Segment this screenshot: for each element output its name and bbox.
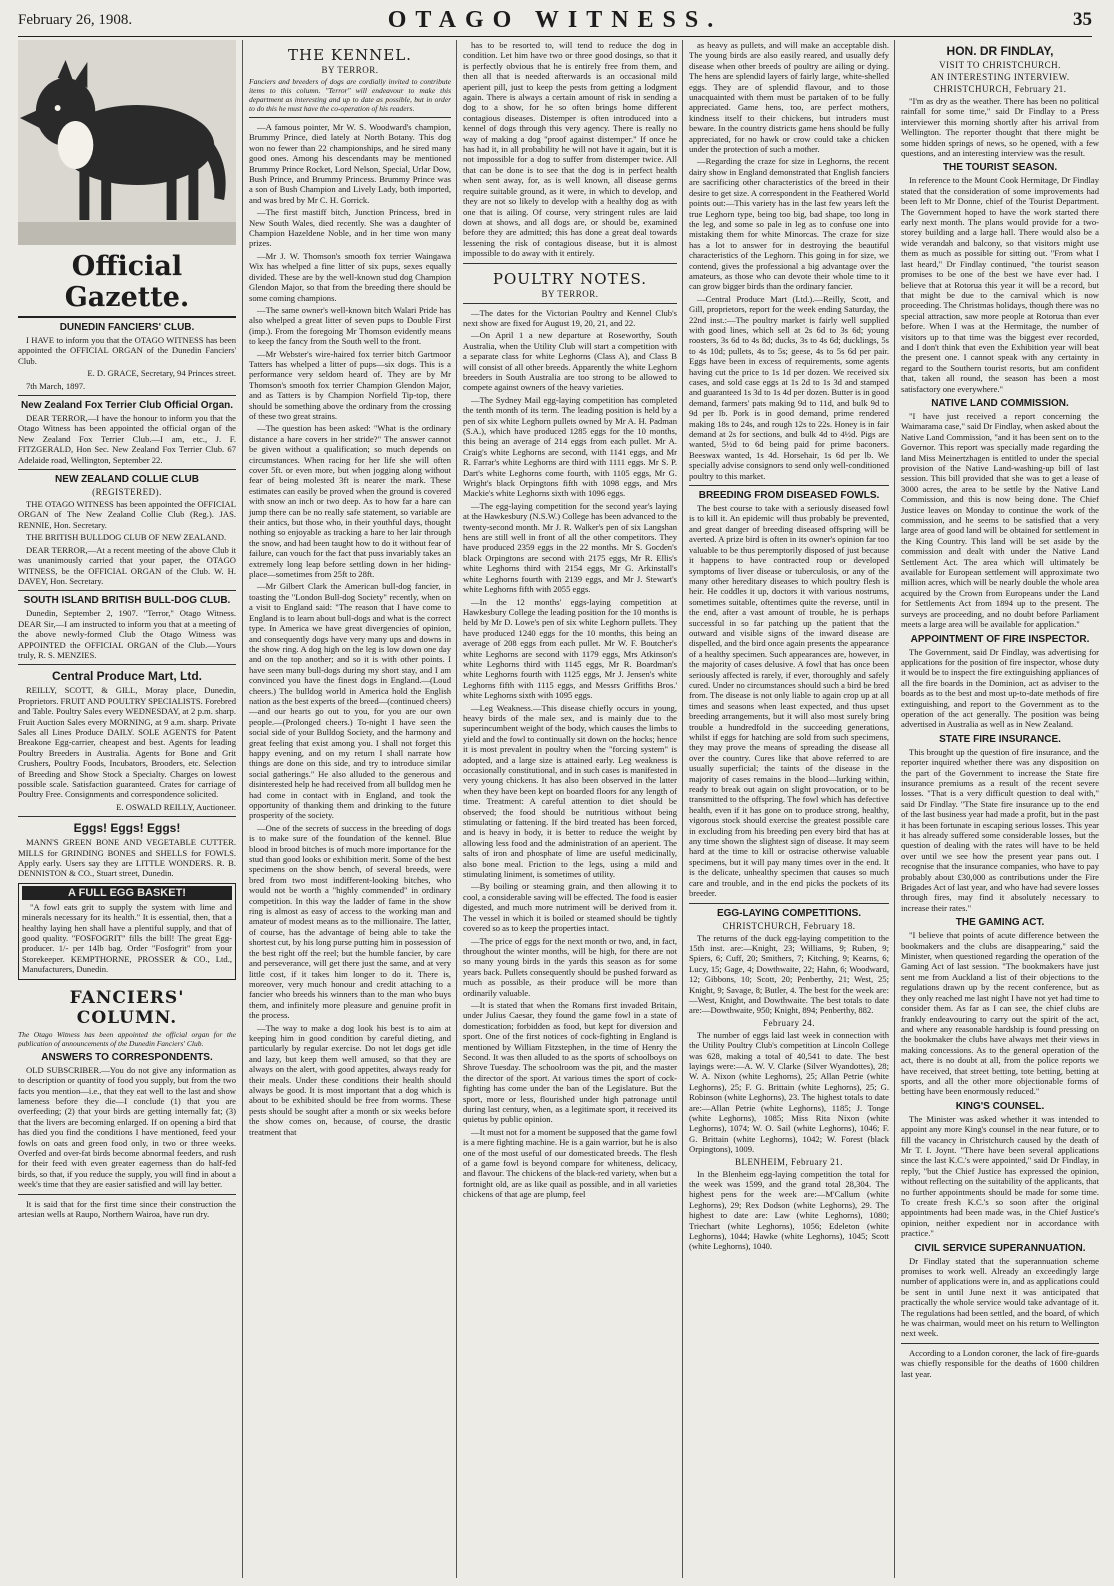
- poultry-paragraph: —The price of eggs for the next month or two, and, in fact, throughout the winter months, will be high, for there are not so many young birds in the yards this season as for some years back. Pullets consequently should be pushed forward as much as possible, as their produce will be more than ordinarily valuable.: [463, 935, 677, 998]
- egg-laying-lincoln: The number of eggs laid last week in connection with the Utility Poultry Club's competition at Lincoln College was 628, making a total of 40,541 to date. The best layings were:—A. W. V. Clarke (Silver Wyandottes), 28; W. A. Nixon (white Leghorns), 25; Allan Petrie (white Leghorns), 25; F. G. Brittain (white Leghorns), 25; G. Robinson (white Leghorns), 23. The highest totals to date are:—Allan Petrie (white Leghorns), 1185; J. Tonge (white Leghorns), 1085; Miss Rita Nixon (white Leghorns), 1074; W. O. Sail (white Leghorns), 1046; F. G. Brittain (white Leghorns), 1042; W. Forest (black Orpingtons), 1009.: [689, 1029, 889, 1155]
- egg-laying-dateline: BLENHEIM, February 21.: [735, 1156, 843, 1167]
- breeding-diseased-heading: BREEDING FROM DISEASED FOWLS.: [698, 490, 880, 502]
- collie-club-heading: NEW ZEALAND COLLIE CLUB: [55, 474, 199, 486]
- egg-laying-christchurch: The returns of the duck egg-laying competition to the 15th inst. are:—Knight, 23; Williams, 9; Ruben, 9; Spiers, 6; Cuff, 20; Smithers, 7; Kitching, 9; Kearns, 6; Lucy, 15; Gage, 4; Dowthwaite, 22; Hahn, 6; Woodward, 12; Gibbons, 10; Scott, 20; Penberthy, 21; West, 25; Knight, 9; Savage, 8; Butler, 4. The best for the week are:—West, Knight, and Dowthwaite. The best totals to date are:—Dowthwaite, 950; Knight, 894; Penberthy, 882.: [689, 932, 889, 1016]
- fire-inspector-heading: APPOINTMENT OF FIRE INSPECTOR.: [910, 633, 1090, 645]
- official-gazette-heading: Official Gazette.: [18, 251, 236, 318]
- kennel-heading: THE KENNEL.: [288, 46, 412, 64]
- fire-insurance-heading: STATE FIRE INSURANCE.: [939, 733, 1061, 745]
- produce-mart-advert: REILLY, SCOTT, & GILL, Moray place, Dunedin, Proprietors. FRUIT AND POULTRY SPECIALISTS. Forebred and Table. Poultry Sales every WEDNESDAY, at 2 p.m. sharp. Fruit Auction Sales every MORNING, at 9 a.m. sharp. Private Sales all Lines Produce DAILY. SOLE AGENTS for Patent Breakone Egg-carrier, cheapest and best. Agents for leading Poultry Breeders in Australia. Agents for Bone and Grit Crushers, Poultry Foods, Incubators, Brooders, etc. Selection of Breeding and Show Stock a Specialty. Charges on lowest possible scale. Satisfaction guaranteed. Crates for carriage of Poultry Free. Consignments and correspondence solicited.: [18, 685, 236, 800]
- fanciers-column-heading: FANCIERS' COLUMN.: [69, 987, 185, 1028]
- bulldog-club-notice-detail: DEAR TERROR,—At a recent meeting of the above Club it was unanimously carried that your paper, the OTAGO WITNESS, be the OFFICIAL ORGAN of the Club. W. H. DAVEY, Hon. Secretary.: [18, 544, 236, 586]
- kennel-paragraph: —Mr Gilbert Clark the American bull-dog fancier, in toasting the "London Bull-dog Society" recently, when on a visit to England said: "The reason that I have come to England is to learn about bull-dogs and what is the correct type. In America we have great divergencies of opinion, and consequently dogs have very many ups and downs in the show ring. A dog high on the leg is low down one day and on the top another; and so it is with other points. I have seen many bull-dogs during my short stay, and I am convinced you have the finest dogs in England.—(Loud cheers.) The bulldog world in America hold the English nation as the best experts of the breed—(continued cheers)—and our hearts go out to you, for you are our own people.—(Prolonged cheers.) To-night I have seen the social side of your Bulldog Society, and the harmony and great feeling that exist among you. I shall not forget this happy evening, and on my return I shall narrate how things are done on this side, and try to introduce similar social gatherings." He also alluded to the generous and disinterested help he had received from all bulldog men he had come in contact with in England, and took the opportunity of thanking them and drinking to the future prosperity of the society.: [249, 581, 451, 821]
- south-island-bulldog-heading: SOUTH ISLAND BRITISH BULL-DOG CLUB.: [23, 595, 231, 607]
- poultry-paragraph: —On April 1 a new departure at Roseworthy, South Australia, when the Utility Club will start a competition with a separate class for white Leghorns (Class A), and Class B will consist of all other breeds. Apparently the white Leghorn breeders in South Australia are too strong to be allowed to compete against owners of the heavy varieties.: [463, 330, 677, 393]
- kennel-paragraph: —A famous pointer, Mr W. S. Woodward's champion, Brummy Prince, died lately at North Botany. This dog won no fewer than 22 championships, and he sired many good ones. Among his descendants may be mentioned Brummy Prince Rocket, Lord Nelson, Special, Urlar Dow, Bush Prince, and Brummy Princess. Brummy Prince was a son of Bush Champion and Lively Lady, both imported, and was bred by Mr C. H. Gorrick.: [249, 122, 451, 205]
- kennel-paragraph: —The same owner's well-known bitch Walari Pride has also whelped a great litter of seven pups to Double First (imp.). From the foregoing Mr Thomson evidently means to keep the fancy from the South well to the front.: [249, 304, 451, 347]
- findlay-subheading: AN INTERESTING INTERVIEW.: [930, 72, 1070, 82]
- dunedin-fanciers-signature: E. D. GRACE, Secretary, 94 Princes street.: [87, 368, 236, 379]
- poultry-paragraph: —In the 12 months' eggs-laying competition at Hawkesbury College the leading position for the 10 months is held by Mr D. Lowe's pen of six white Leghorn pullets. They have produced 1240 eggs for the 10 months, this being an average of 208 eggs from each pullet. Mr W. F. Boutcher's white Leghorns are second with 1179 eggs, Mrs Atkinson's white Leghorns third with 1145 eggs, Mr R. Boardman's white Leghorns fourth with 1125 eggs, Mr J. Jensen's white Leghorns fifth with 1115 eggs, and Messrs Griffiths Bros.' white Leghorns sixth with 1095 eggs.: [463, 596, 677, 701]
- poultry-paragraph: —The Sydney Mail egg-laying competition has completed the tenth month of its term. The leading position is held by a pen of six white Leghorn pullets owned by Mr A. H. Padman (S.A.), which have produced 1285 eggs for the 10 months, this being an average of 214 eggs from each pullet. Mr A. Craig's white Leghorns are second, with 1141 eggs, and Mr R. Farrar's white Leghorns are third with 1111 eggs. Mr S. P. Dart's white Leghorns come fourth, with 1105 eggs, Mr G. Wright's black Orpingtons fifth with 1098 eggs, and Mrs Mackie's white Leghorns sixth with 1096 eggs.: [463, 394, 677, 499]
- column-4: [682, 40, 895, 1578]
- gaming-act-body: "I believe that points of acute difference between the bookmakers and the clubs are disappearing," said the Minister, when questioned regarding the operation of the Gaming Act of last session. "The bookmakers have just sent me from Auckland a list of their objections to the regulations drawn up by the recent conference, but as they only reached me last night I have not yet had time to consider them. As far as I can see, the chief clubs are frankly endeavouring to carry out the spirit of the act, and where any reasonable hardship is found pressing on the bookmaker the clubs have always met their views in making concessions. As to the general operation of the act, there is no doubt at all, from the police reports we have received, that street betting, tote betting, betting at sports, and all the other more objectionable forms of betting have been enormously reduced.": [901, 930, 1099, 1097]
- tourist-season-body: In reference to the Mount Cook Hermitage, Dr Findlay stated that the consideration of some improvements had been left to Mr Donne, chief of the Tourist Department. The Government hoped to have the work started there early next month. The plans would provide for a two-storey building and a large hall. There would also be a wide verandah and balcony, so that visitors might use them as much as possible for sitting out. "From what I last heard," Dr Findlay continued, "the tourist season promises to be one of the best we have ever had. I believe that at Rotorua this year it will be a record, but that might be due to the carnival which is now proceeding. The Christmas holidays, though there was no special attraction, saw more people at Rotorua than ever before. When I was at the Hermitage, the number of visitors up to that time was the biggest ever recorded, and I don't think that even the Exhibition year will beat the present one. I cannot speak with any certainty in regard to the Southern tourist resorts, but am confident that, taken all round, the season has been a most satisfactory one everywhere.": [901, 175, 1099, 394]
- kennel-paragraph: —The question has been asked: "What is the ordinary distance a hare covers in her stride?" The answer cannot be given without a qualification; so much depends on circumstances. When racing for her life she will often cover 5ft. or even more, but when jogging along without fear of being molested 3ft is nearer the mark. These estimates can easily be proved when the ground is covered with snow an inch or two deep. As to how far a hare can jump there can be no really safe statement, so variable are their antics, but those who, in their youthful days, thought nothing so enjoyable as tracking a hare to her lair through the snow, and had been taught how to do it without fear of failure, can vouch for the fact that puss invariably takes an extremely long leap before settling down in her hiding-place—sometimes from 25ft to 28ft.: [249, 423, 451, 580]
- civil-service-body: Dr Findlay stated that the superannuation scheme promises to work well. Already an exceedingly large number of applications were in, and as applications could be sent in until June next it was anticipated that practically the whole service would take advantage of it. The regulations had been settled, and the board, of which he was chairman, would meet on his return to Wellington next week.: [901, 1255, 1099, 1339]
- findlay-heading: HON. DR FINDLAY,: [946, 44, 1054, 58]
- kings-counsel-body: The Minister was asked whether it was intended to appoint any more King's counsel in the near future, or to fill the vacancy in Christchurch caused by the death of Mr T. I. Joynt. "There have been several applications since the last K.C.'s were appointed," said Dr Findlay, in reply, "but the Chief Justice has expressed the opinion, without reflecting on the suitability of the applicants, that no further appointments should be made for some time. To create fresh K.C.'s so soon after the original appointments had been made was, in the Chief Justice's opinion, neither expedient nor in accordance with practice.": [901, 1113, 1099, 1239]
- poultry-continued: as heavy as pullets, and will make an acceptable dish. The young birds are also easily reared, and usually defy disease when other breeds of poultry are ailing or dying. The hens are splendid layers of fairly large, white-shelled eggs. They are of splendid flavour, and to those unacquainted with them must be partaken of to be fully appreciated. Game hens, too, are perfect mothers, kindness itself to their chickens, but intruders must beware. In the country districts game hens should be fully appreciated, for no hawk or crow could take a chicken under the protection of such a mother.: [689, 40, 889, 155]
- eggs-advert-heading: Eggs! Eggs! Eggs!: [73, 821, 181, 836]
- fire-guards-item: According to a London coroner, the lack of fire-guards was chiefly responsible for the deaths of 1600 children last year.: [901, 1347, 1099, 1379]
- gaming-act-heading: THE GAMING ACT.: [955, 917, 1045, 929]
- bulldog-club-notice: THE BRITISH BULLDOG CLUB OF NEW ZEALAND.: [26, 532, 227, 543]
- egg-basket-heading: A FULL EGG BASKET!: [22, 886, 232, 900]
- egg-basket-advert: [18, 883, 236, 980]
- kennel-paragraph: —Mr J. W. Thomson's smooth fox terrier Waingawa Wix has whelped a fine litter of six pups, sexes equally divided. These are by the well-known stud dog Champion Glendon Major, so that from the breeding there should be some coming champions.: [249, 250, 451, 303]
- dunedin-fanciers-date: 7th March, 1897.: [26, 380, 86, 391]
- column-5: [894, 40, 1099, 1578]
- native-land-heading: NATIVE LAND COMMISSION.: [931, 397, 1069, 409]
- egg-laying-dateline: February 24.: [763, 1017, 815, 1028]
- kings-counsel-heading: KING'S COUNSEL.: [955, 1100, 1045, 1112]
- fox-terrier-heading: New Zealand Fox Terrier Club Official Organ.: [20, 400, 234, 412]
- civil-service-heading: CIVIL SERVICE SUPERANNUATION.: [914, 1242, 1086, 1254]
- answers-heading: ANSWERS TO CORRESPONDENTS.: [41, 1051, 213, 1063]
- poultry-paragraph: —The egg-laying competition for the second year's laying at the Hawkesbury (N.S.W.) College has been advanced to the twenty-second month. Mr J. R. Walker's pen of six Langshan hens are still well in front of all the other competitors. They have produced 2359 eggs in the 22 months. Mr S. Gocden's black Orpingtons are second with 2175 eggs, Mr R. Ellis's white Leghorns third with 2154 eggs, Mr G. Arkinstall's white Leghorns fourth with 2139 eggs, and Mr J. Stewart's white Leghorns fifth with 2055 eggs.: [463, 500, 677, 595]
- kennel-continued: has to be resorted to, will tend to reduce the dog in condition. Let him have two or three good dosings, so that it is perfectly obvious that he is entirely free from them, and then all that is needed afterwards is an occasional mild aperient pill, just to keep the pests from getting a lodgment again. There is always a certain amount of risk in sending a dog to a show, for he so often brings home different contagious diseases. Distemper is often introduced into a kennel of dogs through this very agency. There is really no way of making a dog "proof against distemper." If once he has had it, in all probability he will not have it again, but it is not impossible for a dog to suffer from distemper twice. All that can be done is to see that the dog is in perfect health when sent away, for, as is well known, all disease germs require suitable ground, as it were, in which to develop, and they are not so likely to develop with a healthy dog as with one that is ailing. Of course, very stringent rules are laid down at shows, and all dogs are, or should be, examined before they are admitted; this has done a great deal towards lessening the risk of contagious disease, but it is almost impossible to do away with it entirely.: [463, 40, 677, 259]
- fanciers-column-note: The Otago Witness has been appointed the official organ for the publication of announcements of the Dunedin Fanciers' Club.: [18, 1029, 236, 1048]
- kennel-paragraph: —One of the secrets of success in the breeding of dogs is to make sure of the foundation of the kennel. Blue blood in brood bitches is of much more importance for the stud than good looks or exhibition merit. Some of the best specimens on the show bench, of several breeds, were bred from two most indifferent-looking bitches, who would not be worth a "highly commended" in ordinary competition. In this way the ladder of fame in the show ring is almost as easy of access to the working man and amateur of modest means as to the millionaire. The latter, of course, has the advantage of being able to take the shortest cut, by his long purse putting him in possession of the best right off the reel; but the humble fancier, by care and perseverance, will get there just the same, and at very little cost, if it takes him longer to do it. There is, moreover, very much honour and credit attaching to a fancier who breeds his winners than to the man who buys them, and infinitely more pleasure and genuine profit in the process.: [249, 822, 451, 1021]
- column-2: [242, 40, 457, 1578]
- south-island-bulldog-notice: Dunedin, September 2, 1907. "Terror," Otago Witness. DEAR Sir,—I am instructed to inform you that at a meeting of the above newly-formed Club the Otago Witness was APPOINTED the OFFICIAL ORGAN of the Club.—Yours truly, R. S. MENZIES.: [18, 608, 236, 660]
- egg-basket-body: "A fowl eats grit to supply the system with lime and minerals necessary for its health." It is essential, then, that a healthy laying hen shall have a plentiful supply, and that of good quality. "FOSFOGRIT" fills the bill! The great Egg-producer. 1/- per 14lb bag. Order "Fosfogrit" from your Storekeeper. KEMPTHORNE, PROSSER & CO., Ltd., Manufacturers, Dunedin.: [22, 901, 232, 975]
- poultry-paragraph: —It must not for a moment be supposed that the game fowl is a mere fighting machine. He is a gain warrior, but he is also one of the most useful of our domesticated breeds. The flesh of a game fowl is beyond compare for whiteness, delicacy, and flavour. The chickens of the black-red variety, when but a fortnight old, are as like quail as possible, and in all varieties chickens of that age are plump, feel: [463, 1126, 677, 1200]
- page-number: 35: [1073, 9, 1092, 30]
- tourist-season-heading: THE TOURIST SEASON.: [942, 162, 1058, 174]
- poultry-notes-byline: BY TERROR.: [541, 288, 599, 299]
- native-land-body: "I have just received a report concerning the Waimarama case," said Dr Findlay, when asked about the Native Land Commission, "and it has been sent on to the Governor. This report was specially made regarding the land Miss Meinertzhagen is entitled to under the special provision of the Native Land-washing-up bill of last session. This bill provided that she was to get a lease of 3000 acres, the area to be settle by the Native Land Commission, and this is now being done. The Chief Justice leaves on Monday to continue the work of the commission, and he seems to be satisfied that a very large area of good land will be obtained for settlement in the King Country. This land will be set aside by the commission and dealt with under the Native Land Settlement Act. The area which will ultimately be available for European settlement will approximate two million acres, which will be nearly double the whole area acquired by the Crown from Europeans under the Land for Settlements Act from 1894 up to the present. The surveys are proceeding, and no doubt before Parliament meets a large area will be available for application.": [901, 410, 1099, 630]
- answers-body: OLD SUBSCRIBER.—You do not give any information as to description or quantity of food you supply, but from the two facts you mention—i.e., that they eat well to the last and show lameness before they die—I conclude (1) that you are overfeeding; (2) that your birds are getting internally fat; (3) that the livers are becoming enlarged. If on opening a bird that has died you find the conditions I have mentioned, feed your fowls on oats and green food only, in two or three weeks. Overfed and over-fat birds become abnormal feeders, and rush for their feed with even greater eagerness than do half-fed birds, so that, if you reduce the supply, you will find in about a week's time that they are easier satisfied and will lay better.: [18, 1064, 236, 1190]
- poultry-paragraph: —Leg Weakness.—This disease chiefly occurs in young, heavy birds of the male sex, and is mainly due to the superincumbent weight of the body, which causes the limbs to yield and the fowl to continually sit down on the hocks; hence it is most prevalent in poultry when the "forcing system" is adopted, and a large size is attained early. Leg weakness is occasionally constitutional, and in such cases is manifested in very young chickens. It has also been observed in the latter when they have been kept on boarded floors for any length of time. Treatment: A careful attention to diet should be observed; the food should be nutritious without being stimulating or fattening. If the bird treated has been forced, and is heavy in body, it is better to reduce the weight by allowing less food and the administration of an aperient. The salts of iron and phosphate of lime are useful medicinally, also bone meal. Friction to the legs, using a mild and stimulating liniment, is sometimes of utility.: [463, 702, 677, 880]
- newspaper-title: OTAGO WITNESS.: [387, 7, 723, 33]
- fox-terrier-notice: DEAR TERROR,—I have the honour to inform you that the Otago Witness has been appointed the official organ of the New Zealand Fox Terrier Club.—I am, etc., J. F. FITZGERALD, Hon Sec. New Zealand Fox Terrier Club. 67 Adelaide road, Wellington, September 22.: [18, 413, 236, 465]
- kennel-note: Fanciers and breeders of dogs are cordially invited to contribute items to this column. "Terror" will endeavour to make this department as interesting and up to date as possible, but in order to do this he must have the co-operation of his readers.: [249, 77, 451, 113]
- poultry-paragraph: —Central Produce Mart (Ltd.).—Reilly, Scott, and Gill, proprietors, report for the week ending Saturday, the 22nd inst.:—The poultry market is fairly well supplied with good lines, which sell at 2s 6d to 3s 6d; young roosters, 3s 6d to 4s 8d; ducks, 3s to 4s 6d; ducklings, 5s to 4s 10d; pullets, 4s to 5s; geese, 4s to 5s 6d per pair. Eggs have been in excess of requirements, some agents having cut the price to 1s 1d per dozen. We received six cases, and sold case eggs at 1s 2d to 1s 3d and stamped and guaranteed 1s 3d to 1s 4d per dozen. Butter is in good demand, farmers' pats making 9d to 11d, and bulk 9d to 9d per lb. Pork is in good demand, prime rendered making 18s to 24s, and rough 12s to 22s. Honey is in fair demand at 2s for sections, and bulk 4d to 4½d. Pigs are wanted, 5½d to 6d being paid for prime baconers. Beeswax wanted, 1s 4d. Horsehair, 1s 6d per lb. We specially advise consignors to send only well-conditioned poultry to this market.: [689, 293, 889, 481]
- kennel-paragraph: —The first mastiff bitch, Junction Princess, bred in New South Wales, died recently. She was a daughter of Champion Hazeldene Noble, and in her time won many prizes.: [249, 207, 451, 249]
- fire-inspector-body: The Government, said Dr Findlay, was advertising for applications for the position of fire inspector, whose duty it would be to inspect the fire extinguishing appliances of all the fire boards in the Dominion, act as adviser to the boards as to the best and most up-to-date methods of fire extinguishing, and report to the Government as to the operation of the act generally. The position was being advertised in Australia as well as in New Zealand.: [901, 646, 1099, 730]
- poultry-notes-heading: POULTRY NOTES.: [492, 269, 648, 288]
- egg-laying-dateline: CHRISTCHURCH, February 18.: [722, 920, 856, 931]
- dunedin-fanciers-notice: I HAVE to inform you that the OTAGO WITNESS has been appointed the OFFICIAL ORGAN of the Dunedin Fanciers' Club.: [18, 335, 236, 366]
- collie-dog-illustration: [18, 40, 236, 245]
- produce-mart-signature: E. OSWALD REILLY, Auctioneer.: [116, 801, 236, 812]
- breeding-diseased-body: The best course to take with a seriously diseased fowl is to kill it. An epidemic will thus probably be prevented, and great danger of breeding diseased offspring will be averted. A prize bird is often in its owner's opinion far too valuable to be thus peremptorily disposed of just because it happens to have contracted roup or developed symptoms of liver disease or tuberculosis, or any of the many other hereditary diseases to which poultry flesh is heir. He coddles it up, doctors it with various nostrums, sometimes suitable, oftentimes quite the reverse, until in the end, after a vast amount of trouble, he is perhaps successful in so far patching up the patient that the outward and visible signs of the inward disease are dispelled, and the bird once again presents the appearance of a healthy specimen. Such appearances are, however, in the majority of cases delusive. A fowl that has once been seriously affected is rarely, if ever, thoroughly and safely cured. Under no circumstances should such a bird be bred from. The disease is not only liable to again crop up at all times and seasons when least expected, and thus upset breeding arrangements, but it will also most surely bring trouble a hundredfold in the succeeding generations, whilst if eggs for hatching are sold from such specimens, they may prove the means of spreading the disease all over the country. Cures like that above referred to are usually superficial; the taints of the disease in the majority of cases remains in the blood—lurking within, ready to break out again on slight provocation, or to be transmitted to the offspring. The fowl which has defective health, even if it has gone on to produce strong, healthy, vigorous stock should exercise the greatest possible care in excluding from his breeding pen every bird that has at any time shown the slightest sign of disease. It may seem hard at the time to kill or ostracise otherwise valuable specimens, but it will pay many times over in the end. It is the delicate, unhealthy specimen that causes so much care and trouble, and in the end picks the pockets of its breeder.: [689, 503, 889, 899]
- produce-mart-heading: Central Produce Mart, Ltd.: [51, 669, 203, 684]
- kennel-byline: BY TERROR.: [321, 65, 379, 75]
- egg-laying-blenheim: In the Blenheim egg-laying competition the total for the week was 1599, and the grand total 28,304. The highest pens for the week are:—M'Callum (white Leghorns), 29; Rex Dodson (white Leghorns), 29. The highest to date are: Law (white Leghorns), 1080; Triechart (white Leghorns), 1056; Edeleton (white Leghorns), 1044; Hawke (white Leghorns), 1045; Scott (white Leghorns), 1040.: [689, 1168, 889, 1252]
- poultry-paragraph: —Regarding the craze for size in Leghorns, the recent dairy show in England demonstrated that English fanciers are sacrificing other characteristics of the breed in their desire to get size. A correspondent in the Feathered World points out:—This variety has in the last few years left the true Leghorn type, being too big, bad shape, too long in the leg, and some so pale in leg as to confuse one into mistaking them for white Minorcas. The craze for size has a lot to answer for in destroying the beautiful characteristics of the Leghorn. This going in for size, we contend, gives the professional a big advantage over the amateurs, as those who can devote their whole time to it can grow bigger birds than the ordinary fancier.: [689, 156, 889, 292]
- artesian-wells-item: It is said that for the first time since their construction the artesian wells at Raupo, Northern Wairoa, have run dry.: [18, 1198, 236, 1219]
- fire-insurance-body: This brought up the question of fire insurance, and the reporter inquired whether there was any disposition on the part of the Government to increase the State fire insurance premiums as a result of the recent severe losses. "That is a very difficult question to deal with," said Dr Findlay. "The State fire insurance up to the end of the last business year had made a profit, but in the past it has been fortunate in escaping serious losses. This year it has already suffered some considerable losses, but the question of dealing with the rates will have to be held over until we see how the present year pans out. I recognise that the insurance companies, who have to pay probably about £30,000 as contributions under the Fire Brigades Act of last year, and who have had severe losses through fires, may find it absolutely necessary to increase their rates.": [901, 746, 1099, 913]
- findlay-subheading: VISIT TO CHRISTCHURCH.: [939, 60, 1061, 70]
- collie-club-subheading: (REGISTERED).: [92, 487, 162, 498]
- findlay-dateline: CHRISTCHURCH, February 21.: [933, 84, 1067, 94]
- kennel-paragraph: —The way to make a dog look his best is to aim at keeping him in good condition by careful dieting, and particularly by regular exercise. Do not let dogs get idle and lazy, but keep them well amused, so that they are always on the alert, with good appetites, always ready for their meals. Under these conditions their health should always be good. It is most important that a dog which is about to be exhibited should be free from worms. These pests should be sought after a month or six weeks before the show comes on, because, of course, the drastic treatment that: [249, 1022, 451, 1137]
- column-1: [18, 40, 242, 1578]
- dunedin-fanciers-heading: DUNEDIN FANCIERS' CLUB.: [59, 322, 195, 333]
- kennel-paragraph: —Mr Webster's wire-haired fox terrier bitch Gartmoor Tatters has whelped a litter of pups—six dogs. This is a performance very seldom heard of. They are by Mr Thomson's smooth fox terrier Champion Glendon Major, and as Tatters is by Champion Norfield Tip-top, there should be something above the ordinary from the crossing of these two great strains.: [249, 348, 451, 421]
- poultry-paragraph: —The dates for the Victorian Poultry and Kennel Club's next show are fixed for August 19, 20, 21, and 22.: [463, 307, 677, 328]
- issue-date: February 26, 1908.: [18, 12, 133, 28]
- poultry-paragraph: —By boiling or steaming grain, and then allowing it to cool, a considerable saving will be effected. The food is easier digested, and much more nutriment will be derived from it. The vessel in which it is boiled or steamed should be tightly covered so as to keep the properties intact.: [463, 881, 677, 934]
- columns: [18, 40, 1099, 1578]
- findlay-intro: "I'm as dry as the weather. There has been no political rainfall for some time," said Dr Findlay to a Press interviewer this morning shortly after his arrival from Wellington. The reporter thought that there might be some hidden springs of news, so he opened, with a few questions, and an interesting interview was the result.: [901, 96, 1099, 159]
- column-3: [456, 40, 683, 1578]
- egg-laying-heading: EGG-LAYING COMPETITIONS.: [716, 907, 862, 919]
- eggs-advert-body: MANN'S GREEN BONE AND VEGETABLE CUTTER. MILLS for GRINDING BONES and SHELLS for FOWLS. Apply early. Users say they are LITTLE WONDERS. R. B. DENNISTON & CO., Stuart street, Dunedin.: [18, 837, 236, 879]
- collie-club-notice: THE OTAGO WITNESS has been appointed the OFFICIAL ORGAN of The New Zealand Collie Club (Reg.). JAS. RENNIE, Hon. Secretary.: [18, 499, 236, 530]
- masthead: [18, 6, 1092, 37]
- poultry-paragraph: —It is stated that when the Romans first invaded Britain, under Julius Caesar, they found the game fowl in a state of domestication; forbidden as food, but kept for diversion and sport. One of the first notices of cock-fighting in England is mentioned by William Fitzstephen, in the time of Henry the Second. It was then alluded to as the sports of schoolboys on Shrove Tuesday. The schoolroom was the pit, and the master the director of the sport. At various times the sport of cock-fighting has come under the ban of the Legislature. But the sport, more or less, flourished under high patronage until during last century, when, as a legitimate sport, it received its quietus by public opinion.: [463, 999, 677, 1125]
